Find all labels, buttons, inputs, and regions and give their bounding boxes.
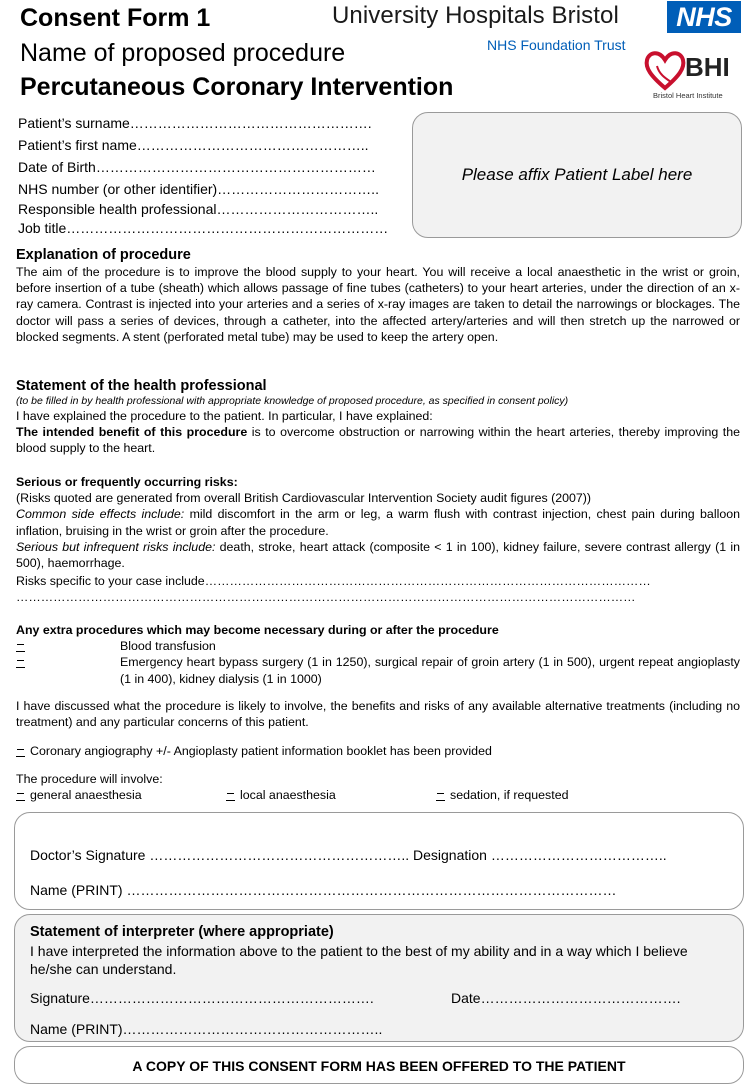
nhs-logo: NHS (667, 1, 741, 33)
bhi-logo-subtitle: Bristol Heart Institute (653, 91, 723, 100)
serious-risks-text: death, stroke, heart attack (composite < 1 in 100), kidney failure, severe contrast allergy (1 in 500), haemorrhage. (16, 539, 740, 571)
extra-item-text: Blood transfusion (120, 639, 216, 654)
checkbox-icon[interactable] (16, 747, 25, 757)
involve-options (16, 787, 740, 803)
bhi-logo (643, 46, 743, 102)
extra-item (16, 654, 740, 686)
statement-intro: I have explained the procedure to the patient. In particular, I have explained: (16, 409, 433, 423)
statement-section (16, 378, 740, 457)
patient-fields (18, 114, 388, 241)
doctor-name-field[interactable]: Name (PRINT) …………………………………………………………………………………………… (30, 882, 617, 898)
interpreter-signature-field[interactable]: Signature……………………………………………………. (30, 990, 374, 1006)
option-local[interactable] (226, 787, 436, 803)
copy-notice-text: A COPY OF THIS CONSENT FORM HAS BEEN OFFERED TO THE PATIENT (132, 1058, 626, 1074)
booklet-row (16, 743, 740, 759)
explanation-heading: Explanation of procedure (16, 247, 191, 263)
field-professional[interactable]: Responsible health professional…………………………….. (18, 201, 379, 217)
option-label: sedation, if requested (450, 788, 569, 803)
checkbox-icon[interactable] (226, 791, 235, 801)
field-nhs-number[interactable]: NHS number (or other identifier)…………………………….. (18, 181, 379, 197)
extra-section (16, 622, 740, 687)
form-title: Consent Form 1 (20, 4, 211, 32)
org-name: University Hospitals Bristol (332, 2, 619, 29)
risks-section (16, 474, 740, 606)
copy-notice (14, 1046, 744, 1084)
doctor-signature-box (14, 812, 744, 910)
option-sedation[interactable] (436, 787, 568, 803)
org-trust: NHS Foundation Trust (487, 37, 626, 53)
option-general[interactable] (16, 787, 226, 803)
field-dob[interactable]: Date of Birth…………………………………………………… (18, 159, 376, 175)
option-label: local anaesthesia (240, 788, 336, 803)
checkbox-icon[interactable] (16, 642, 25, 652)
interpreter-date-field[interactable]: Date……………………………………. (451, 990, 681, 1006)
interpreter-text: I have interpreted the information above to the patient to the best of my ability and in a way which I believe he/she can understand. (30, 943, 688, 977)
interpreter-name-field[interactable]: Name (PRINT)……………………………………………….. (30, 1021, 383, 1037)
doctor-signature-field[interactable]: Doctor’s Signature ……………………………………………….. Designation ……………………………….. (30, 847, 667, 863)
explanation-section (16, 247, 740, 345)
interpreter-box (14, 914, 744, 1042)
checkbox-icon[interactable] (436, 791, 445, 801)
heart-icon (643, 48, 687, 94)
involve-section (16, 771, 740, 803)
checkbox-icon[interactable] (16, 791, 25, 801)
common-risks-text: mild discomfort in the arm or leg, a warm flush with contrast injection, chest pain during balloon inflation, bruising in the wrist or groin after the procedure. (16, 507, 741, 538)
statement-subheading: (to be filled in by health professional with appropriate knowledge of proposed procedure, as specified in consent policy) (16, 395, 569, 407)
specific-risks-field[interactable]: Risks specific to your case include……………………………………………………………………………………………… (16, 574, 651, 589)
bhi-logo-text: BHI (685, 52, 730, 82)
serious-risks-label: Serious but infrequent risks include: (16, 539, 216, 554)
extra-item-text: Emergency heart bypass surgery (1 in 1250), surgical repair of groin artery (1 in 500), urgent repeat angioplasty (1 in 400), kidney dialysis (1 in 1000) (120, 655, 740, 686)
explanation-text: The aim of the procedure is to improve the blood supply to your heart. You will receive a local anaesthetic in the wrist or groin, before insertion of a tube (sheath) which allows passage of fine tubes (catheters) to your heart arteries, under the direction of an x-ray camera. Contrast is injected into your arteries and a series of x-ray images are taken to detail the narrowings or blockages. The doctor will pass a series of devices, through a catheter, into the affected artery/arteries and will then stretch up the narrowed or blocked segments. A stent (perforated metal tube) may be used to keep the artery open. (16, 265, 740, 344)
field-first-name[interactable]: Patient’s first name………………………………………….. (18, 137, 369, 153)
booklet-text: Coronary angiography +/- Angioplasty patient information booklet has been provided (30, 744, 492, 758)
statement-heading: Statement of the health professional (16, 378, 267, 394)
checkbox-icon[interactable] (16, 658, 25, 668)
discussed-text: I have discussed what the procedure is likely to involve, the benefits and risks of any available alternative treatments (including no treatment) and any particular concerns of this patient. (16, 699, 740, 730)
involve-label: The procedure will involve: (16, 772, 163, 786)
common-risks (16, 506, 740, 538)
statement-benefit (16, 424, 740, 456)
patient-label-box (412, 112, 742, 238)
benefit-label: The intended benefit of this procedure (16, 425, 248, 440)
risks-source: (Risks quoted are generated from overall British Cardiovascular Intervention Society audit figures (2007)) (16, 491, 592, 506)
extra-heading: Any extra procedures which may become necessary during or after the procedure (16, 623, 499, 637)
serious-risks (16, 539, 740, 571)
field-surname[interactable]: Patient’s surname……………………………………………. (18, 115, 372, 131)
procedure-label: Name of proposed procedure (20, 39, 346, 67)
procedure-name: Percutaneous Coronary Intervention (20, 73, 454, 101)
field-job-title[interactable]: Job title…………………………………………………………… (18, 220, 389, 236)
benefit-text: is to overcome obstruction or narrowing within the heart arteries, thereby improving the blood supply to the heart. (16, 425, 740, 456)
common-risks-label: Common side effects include: (16, 507, 185, 522)
interpreter-heading: Statement of interpreter (where appropriate) (30, 924, 334, 940)
specific-risks-continuation[interactable]: …………………………………………………………………………………………………………………………………… (16, 590, 636, 605)
patient-label-text: Please affix Patient Label here (461, 165, 693, 184)
option-label: general anaesthesia (30, 788, 142, 803)
extra-item (16, 638, 740, 654)
risks-heading: Serious or frequently occurring risks: (16, 475, 238, 489)
